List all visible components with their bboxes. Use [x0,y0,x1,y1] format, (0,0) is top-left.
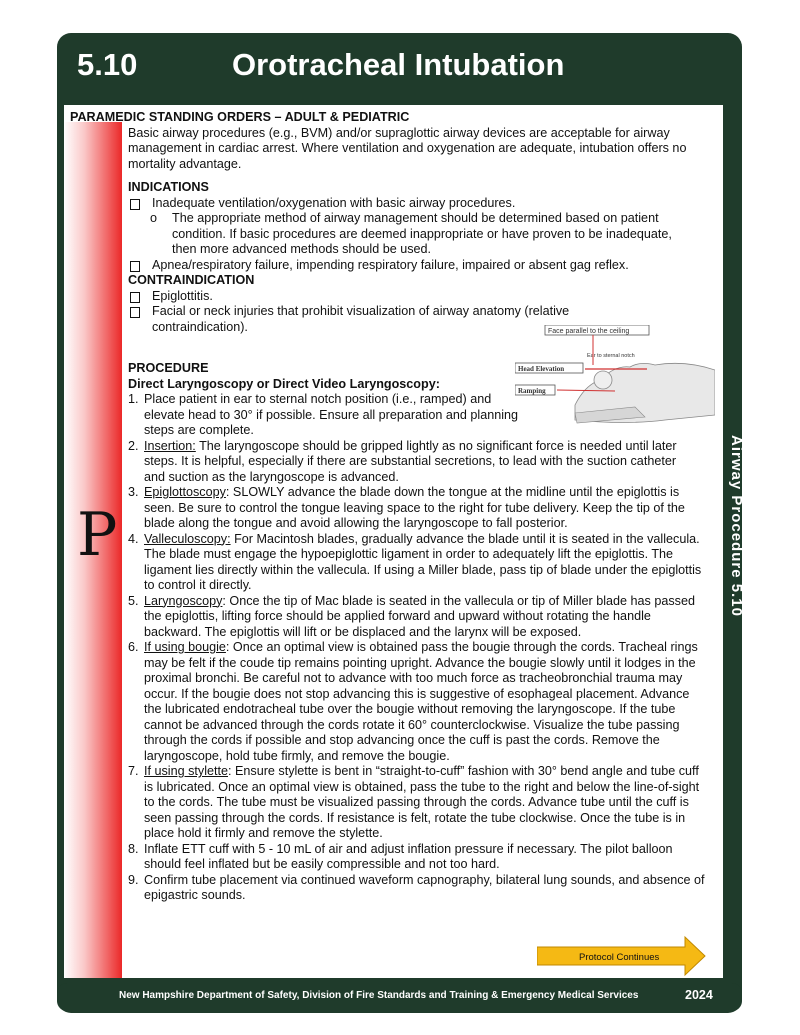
checkbox-icon [130,292,140,303]
step-body: The laryngoscope should be gripped lightly as no significant force is needed until later steps. It is helpful, especially if there are substantial secretions, to lead with the suction catheter and suction as the laryngoscope is advanced. [144,438,677,484]
step-lead: Insertion: [144,438,196,453]
step-body: Inflate ETT cuff with 5 - 10 mL of air and adjust inflation pressure if necessary. The pilot balloon should feel inflated but be easily compressible and not too hard. [144,841,673,871]
contraindication-item: Facial or neck injuries that prohibit visualization of airway anatomy (relative contraindication). [128,304,710,335]
procedure-steps [128,392,710,904]
procedure-step [128,640,710,764]
step-text [144,842,710,873]
step-number: 2. [128,438,139,453]
circle-bullet-icon: o [150,211,158,225]
step-text [144,485,710,532]
step-number: 9. [128,872,139,887]
step-body: : Ensure stylette is bent in “straight-to-cuff” fashion with 30° bend angle and tube cuff is lubricated. Once an optimal view is obtained, pass the tube to the right and below the line-of-sight to the cords. The tube must be visualized passing through the cords. Advance tube until the cuff is seen passing through the cords. If resistance is felt, rotate the tube clockwise. Once the tube is in place hold it firmly and remove the stylette. [144,764,700,840]
header-bar [57,33,742,100]
footer-year: 2024 [685,988,713,1002]
intro-text: Basic airway procedures (e.g., BVM) and/or supraglottic airway devices are acceptable for airway management in cardiac arrest. Where ventilation and oxygenation are adequate, intubation offers no mortality advantage. [128,125,687,171]
step-lead: Laryngoscopy [144,593,223,608]
indication-sub-item: o The appropriate method of airway management should be determined based on patient condition. If basic procedures are deemed inappropriate or have proven to be inadequate, then more advanced methods should be used. [150,211,672,256]
ramped-position-illustration [515,325,715,430]
step-number: 3. [128,485,139,499]
step-text [144,439,684,486]
indications-section [128,180,710,335]
page-title: Orotracheal Intubation [232,47,565,82]
procedure-title: PROCEDURE [128,361,209,375]
paramedic-letter: P [77,500,118,570]
procedure-step [128,439,710,486]
step-text [144,532,710,594]
contraindication-item: Epiglottitis. [128,289,710,305]
step-number: 6. [128,640,139,654]
checkbox-icon [130,261,140,272]
indications-title: INDICATIONS [128,180,209,194]
svg-text:Ramping: Ramping [518,387,546,395]
indication-item: Inadequate ventilation/oxygenation with basic airway procedures. [128,196,710,212]
step-text [144,764,710,842]
svg-text:Protocol Continues: Protocol Continues [579,952,660,963]
footer-text: New Hampshire Department of Safety, Division of Fire Standards and Training & Emergency Medical Services [119,990,639,1001]
step-lead: Valleculoscopy: [144,531,231,546]
step-number: 1. [128,392,139,406]
step-number: 4. [128,531,139,546]
procedure-step [128,873,710,904]
step-number: 8. [128,841,139,856]
procedure-step [128,532,710,594]
step-lead: If using bougie [144,640,226,654]
contraindication-title: CONTRAINDICATION [128,273,255,287]
procedure-step [128,842,710,873]
step-number: 5. [128,593,139,608]
step-lead: If using stylette [144,764,228,778]
protocol-number: 5.10 [77,47,138,82]
step-body: : Once the tip of Mac blade is seated in the vallecula or tip of Miller blade has passed the epiglottis, lifting force should be applied forward and upward without rotating the handle backward. The epiglottis will lift or be displaced and the larynx will be exposed. [144,593,695,639]
side-label: Airway Procedure 5.10 [728,435,745,617]
standing-orders-heading: PARAMEDIC STANDING ORDERS – ADULT & PEDIATRIC [70,110,410,124]
svg-text:Ear to sternal notch: Ear to sternal notch [587,353,635,359]
procedure-step [128,485,710,532]
procedure-step [128,594,710,641]
step-body: : SLOWLY advance the blade down the tongue at the midline until the epiglottis is seen. Be sure to control the tongue leaving space to the right for tube delivery. Keep the tip of the blade along the tongue and avoid allowing the laryngoscope to fall posterior. [144,485,685,530]
step-text [144,392,524,439]
footer-bar [57,983,742,1011]
svg-text:Face parallel to the ceiling: Face parallel to the ceiling [548,328,630,335]
checkbox-icon [130,307,140,318]
step-body: Place patient in ear to sternal notch position (i.e., ramped) and elevate head to 30° if possible. Ensure all preparation and planning steps are complete. [144,392,519,437]
procedure-step [128,764,710,842]
protocol-continues-arrow[interactable] [537,935,707,977]
step-text [144,873,710,904]
step-text [144,640,710,764]
step-lead: Epiglottoscopy [144,485,226,499]
indication-item: Apnea/respiratory failure, impending respiratory failure, impaired or absent gag reflex. [128,258,710,274]
step-number: 7. [128,764,139,778]
step-text [144,594,710,641]
step-body: For Macintosh blades, gradually advance the blade until it is seated in the vallecula. The blade must engage the hypoepiglottic ligament in order to adequately lift the epiglottis. The ligament lies directly within the vallecula. If using a Miller blade, pass tip of blade under the epiglottis to control it directly. [144,531,702,592]
svg-text:Head Elevation: Head Elevation [518,365,565,373]
step-body: Confirm tube placement via continued waveform capnography, bilateral lung sounds, and absence of epigastric sounds. [144,872,705,902]
procedure-subtitle: Direct Laryngoscopy or Direct Video Laryngoscopy: [128,376,440,391]
step-body: : Once an optimal view is obtained pass the bougie through the cords. Tracheal rings may be felt if the coude tip remains pointing upright. Advance the bougie slowly until it lodges in the proximal bronchi. Be careful not to advance with too much force as tracheobronchial trauma may occur. If the bougie does not stop advancing this is suggestive of esophageal placement. Advance the lubricated endotracheal tube over the bougie without removing the laryngoscope. If the tube cannot be advanced through the cords rotate it 60° counterclockwise. Visualize the tube passing through the cords if possible and stop advancing once the cuff is past the cords. Remove the laryngoscope, hold tube firmly, and remove the bougie. [144,640,698,763]
content [70,110,710,904]
checkbox-icon [130,199,140,210]
